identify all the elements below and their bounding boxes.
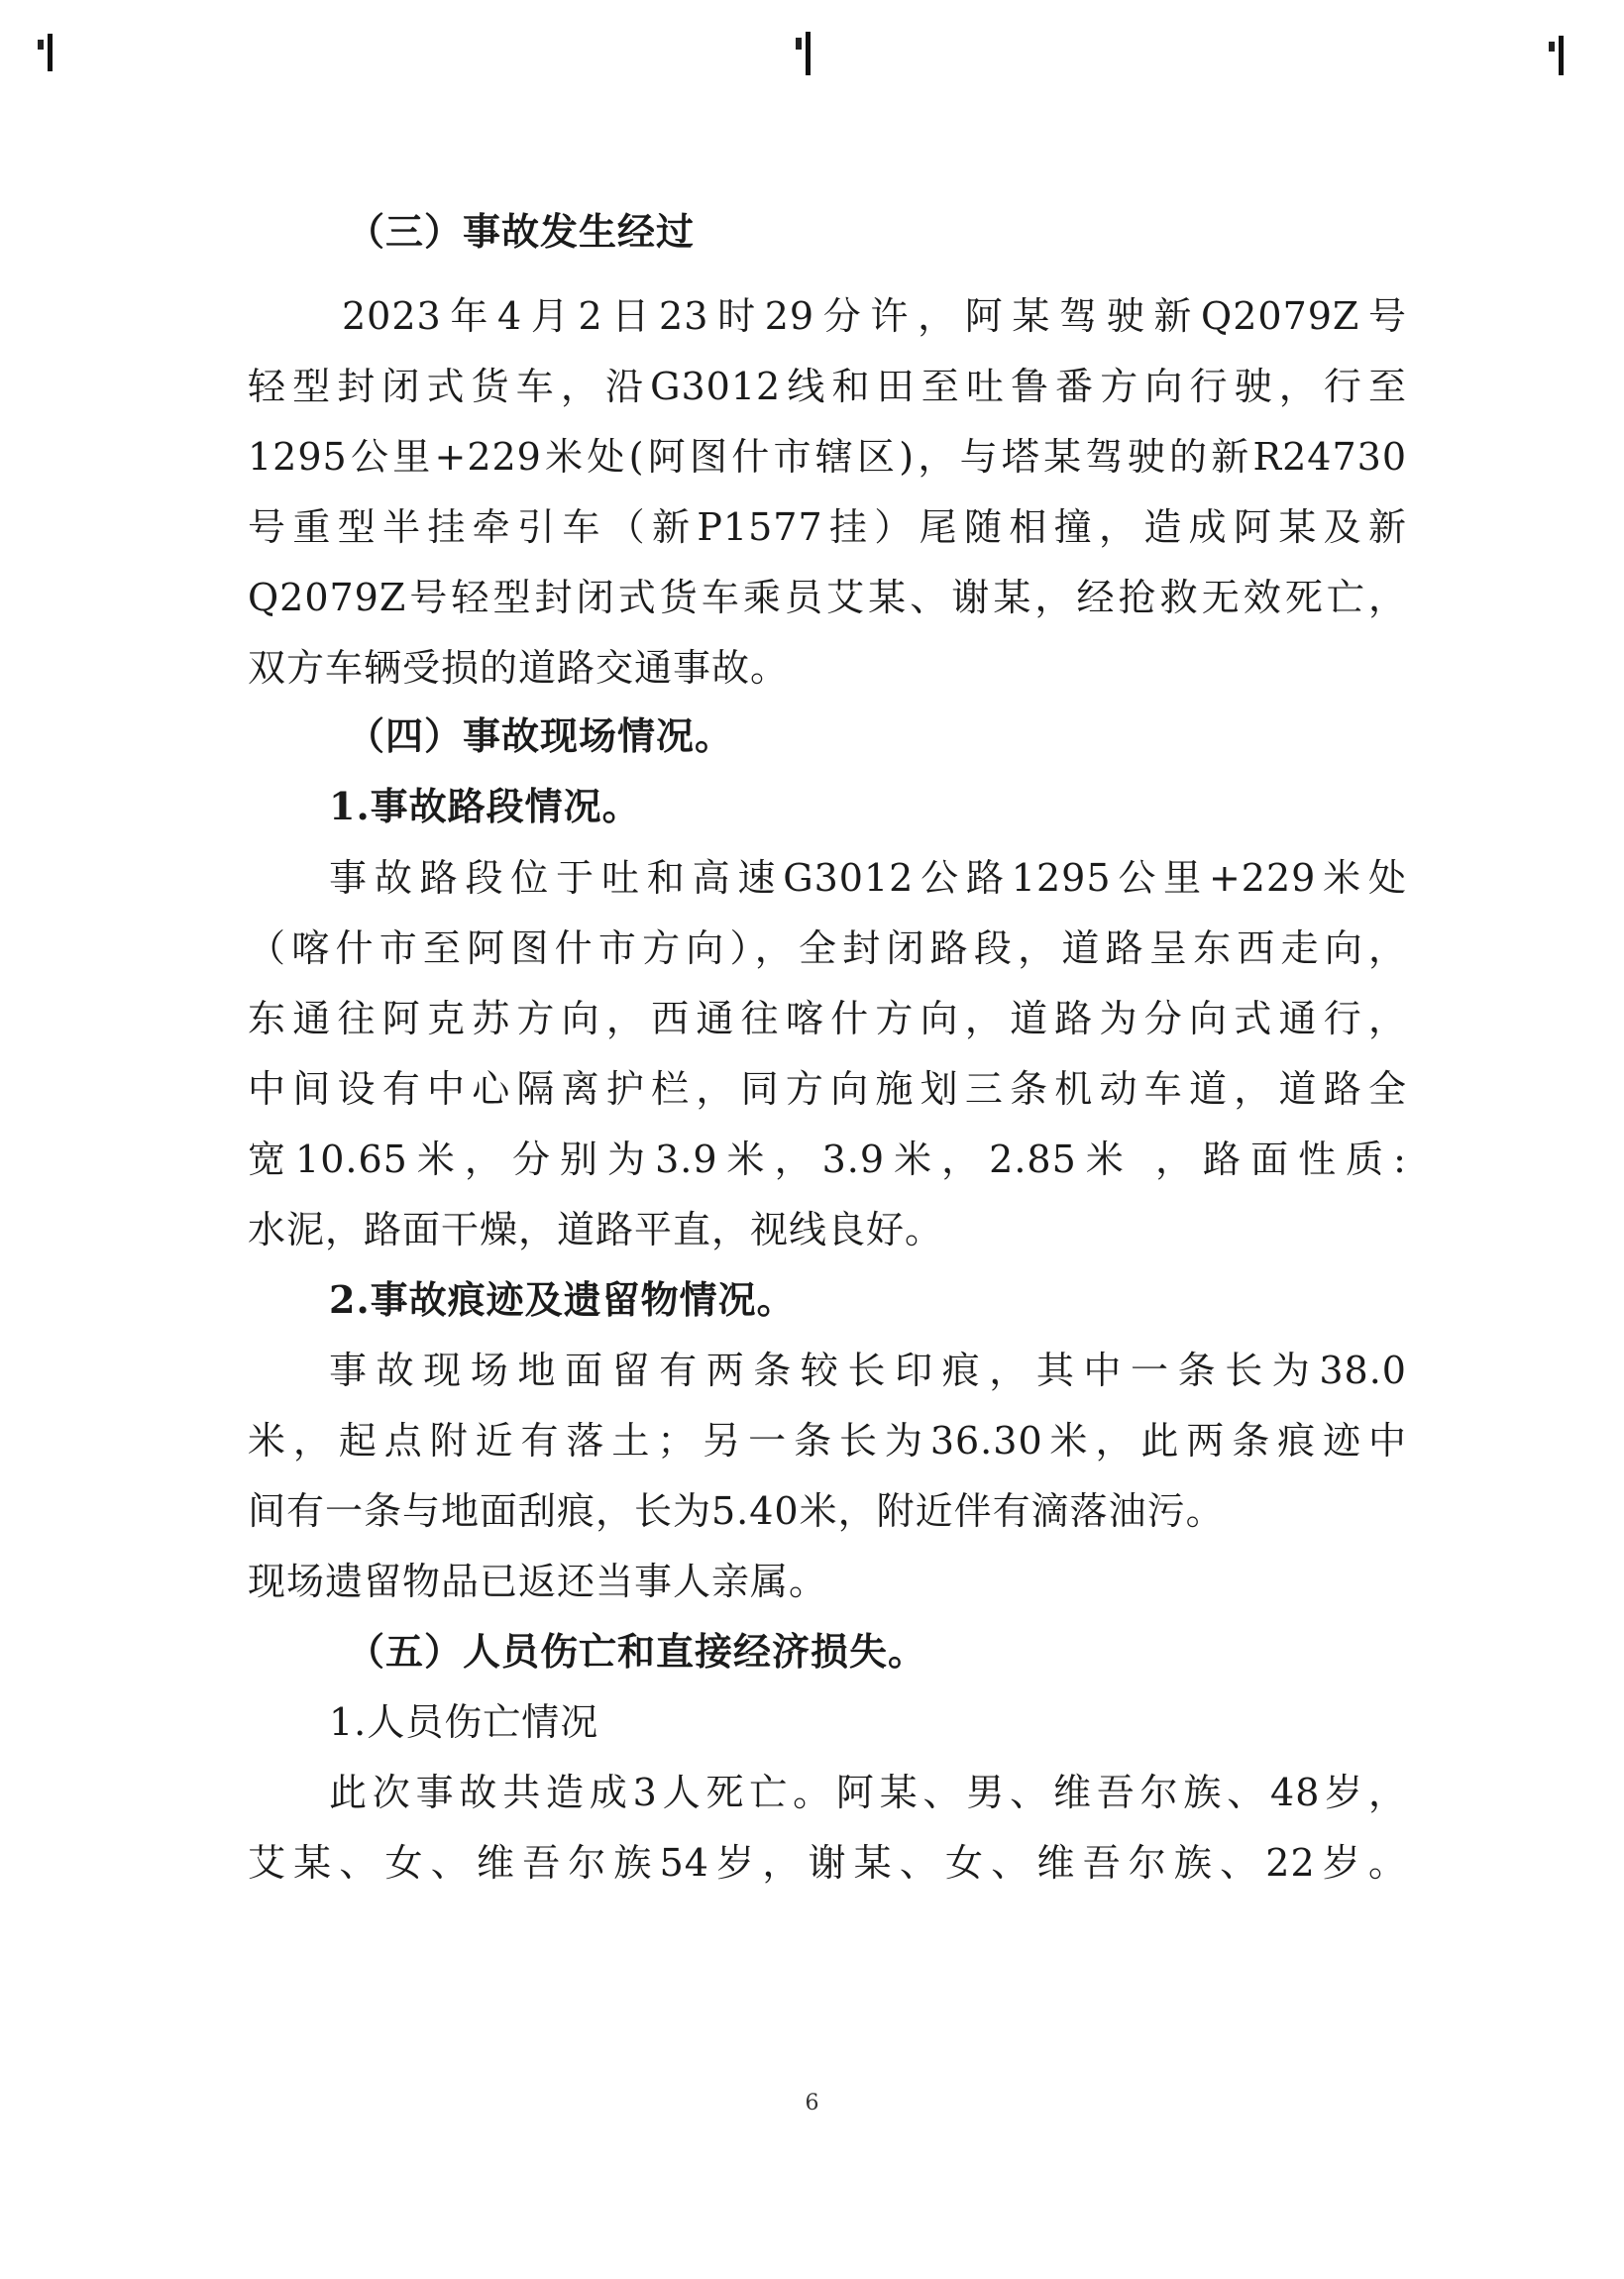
section-heading-3: （三）事故发生经过	[347, 209, 696, 254]
paragraph-4-line-1: 此次事故共造成3人死亡。阿某、男、维吾尔族、48岁，	[329, 1771, 1407, 1814]
section-heading-5: （五）人员伤亡和直接经济损失。	[347, 1629, 927, 1674]
paragraph-3-line-3: 间有一条与地面刮痕，长为5.40米，附近伴有滴落油污。	[248, 1489, 1225, 1533]
subheading-4-2: 2.事故痕迹及遗留物情况。	[329, 1277, 796, 1322]
paragraph-2-line-3: 东通往阿克苏方向，西通往喀什方向，道路为分向式通行，	[248, 997, 1407, 1040]
binding-hole-mark-right	[1541, 28, 1580, 87]
paragraph-2-line-1: 事故路段位于吐和高速G3012公路1295公里+229米处	[329, 856, 1407, 900]
binding-hole-mark-left	[30, 28, 69, 87]
page-number: 6	[805, 2091, 819, 2116]
paragraph-2-line-6: 水泥，路面干燥，道路平直，视线良好。	[248, 1208, 944, 1251]
paragraph-1-line-2: 轻型封闭式货车，沿G3012线和田至吐鲁番方向行驶，行至	[248, 365, 1407, 408]
paragraph-1-line-1: 2023年4月2日23时29分许，阿某驾驶新Q2079Z号	[342, 294, 1407, 338]
subheading-4-1: 1.事故路段情况。	[329, 784, 641, 828]
binding-hole-mark-center	[788, 28, 827, 87]
paragraph-1-line-5: Q2079Z号轻型封闭式货车乘员艾某、谢某，经抢救无效死亡，	[248, 576, 1407, 619]
paragraph-3-line-1: 事故现场地面留有两条较长印痕，其中一条长为38.0	[329, 1349, 1407, 1392]
paragraph-1-line-6: 双方车辆受损的道路交通事故。	[248, 646, 790, 690]
paragraph-2-line-5: 宽10.65米，分别为3.9米，3.9米，2.85米 ，路面性质:	[248, 1138, 1407, 1181]
paragraph-1-line-4: 号重型半挂牵引车（新P1577挂）尾随相撞，造成阿某及新	[248, 505, 1407, 549]
paragraph-2-line-4: 中间设有中心隔离护栏，同方向施划三条机动车道，道路全	[248, 1067, 1407, 1111]
subheading-5-1: 1.人员伤亡情况	[329, 1700, 599, 1744]
paragraph-4-line-2: 艾某、女、维吾尔族54岁，谢某、女、维吾尔族、22岁。	[248, 1841, 1407, 1885]
paragraph-2-line-2: （喀什市至阿图什市方向），全封闭路段，道路呈东西走向，	[248, 926, 1407, 970]
paragraph-1-line-3: 1295公里+229米处(阿图什市辖区)，与塔某驾驶的新R24730	[248, 435, 1407, 479]
paragraph-3-line-2: 米，起点附近有落土；另一条长为36.30米，此两条痕迹中	[248, 1419, 1407, 1463]
section-heading-4: （四）事故现场情况。	[347, 713, 734, 758]
paragraph-3-line-4: 现场遗留物品已返还当事人亲属。	[248, 1560, 828, 1603]
